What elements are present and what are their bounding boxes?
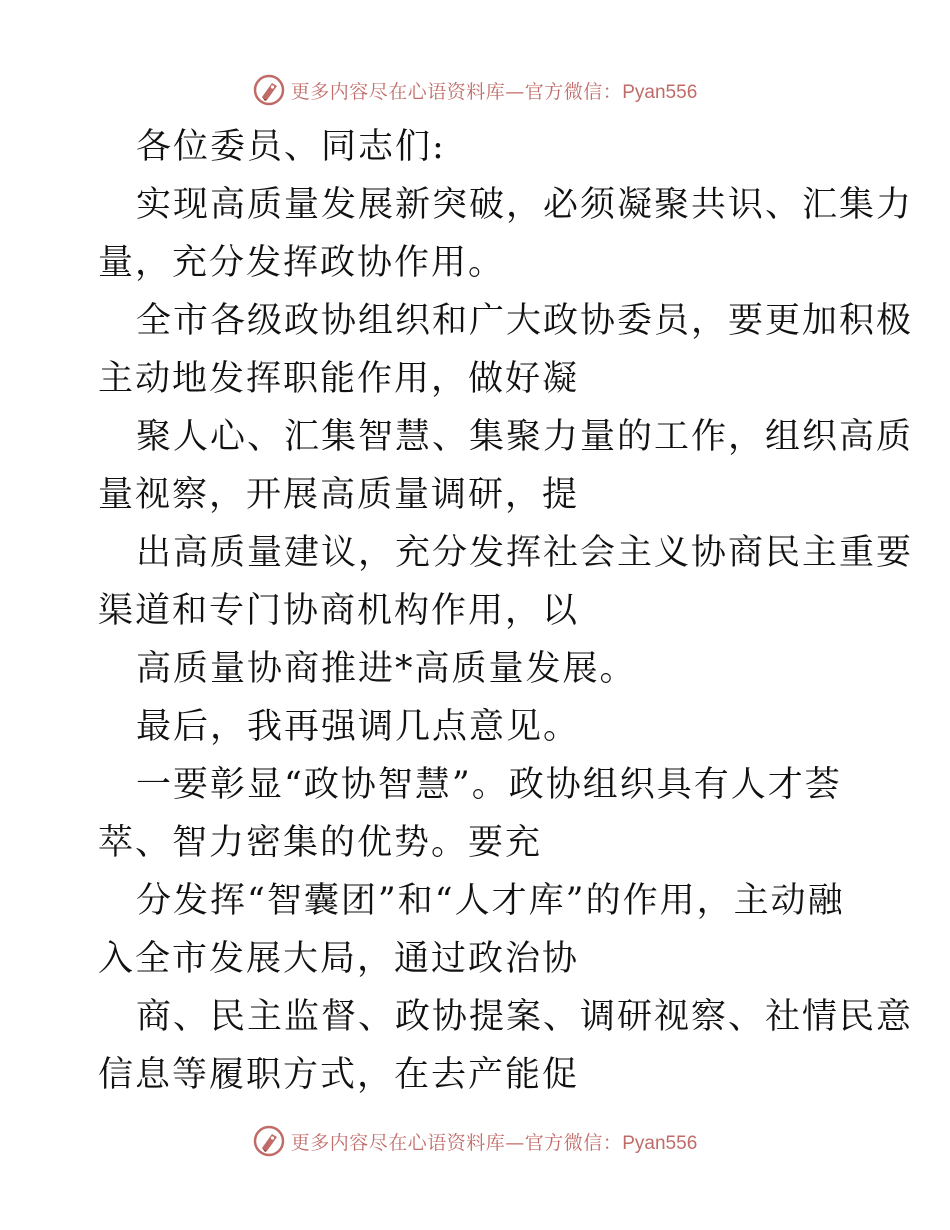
paragraph-line: 出高质量建议，充分发挥社会主义协商民主重要 (136, 533, 914, 573)
paragraph-line: 各位委员、同志们: (136, 127, 446, 167)
paragraph-line: 量视察，开展高质量调研，提 (98, 475, 580, 515)
paragraph-line: 一要彰显“政协智慧”。政协组织具有人才荟 (136, 765, 842, 805)
paragraph-line: 量，充分发挥政协作用。 (98, 243, 506, 283)
pen-nib-logo-icon (253, 74, 285, 106)
paragraph-line: 主动地发挥职能作用，做好凝 (98, 359, 580, 399)
paragraph-line: 入全市发展大局，通过政治协 (98, 939, 580, 979)
paragraph-line: 聚人心、汇集智慧、集聚力量的工作，组织高质 (136, 417, 914, 457)
paragraph-line: 商、民主监督、政协提案、调研视察、社情民意 (136, 997, 914, 1037)
paragraph-line: 萃、智力密集的优势。要充 (98, 823, 543, 863)
paragraph-line: 实现高质量发展新突破，必须凝聚共识、汇集力 (136, 185, 914, 225)
header-watermark (0, 70, 950, 110)
paragraph-line: 高质量协商推进*高质量发展。 (136, 649, 637, 689)
watermark-text: 更多内容尽在心语资料库—官方微信：Pyan556 (290, 1131, 698, 1154)
pen-nib-logo-icon (253, 1125, 285, 1157)
paragraph-line: 最后，我再强调几点意见。 (136, 707, 581, 747)
paragraph-line: 分发挥“智囊团”和“人才库”的作用，主动融 (136, 881, 845, 921)
paragraph-line: 信息等履职方式，在去产能促 (98, 1055, 580, 1095)
paragraph-line: 全市各级政协组织和广大政协委员，要更加积极 (136, 301, 914, 341)
footer-watermark (0, 1121, 950, 1161)
watermark-text: 更多内容尽在心语资料库—官方微信：Pyan556 (290, 80, 698, 103)
paragraph-line: 渠道和专门协商机构作用，以 (98, 591, 580, 631)
